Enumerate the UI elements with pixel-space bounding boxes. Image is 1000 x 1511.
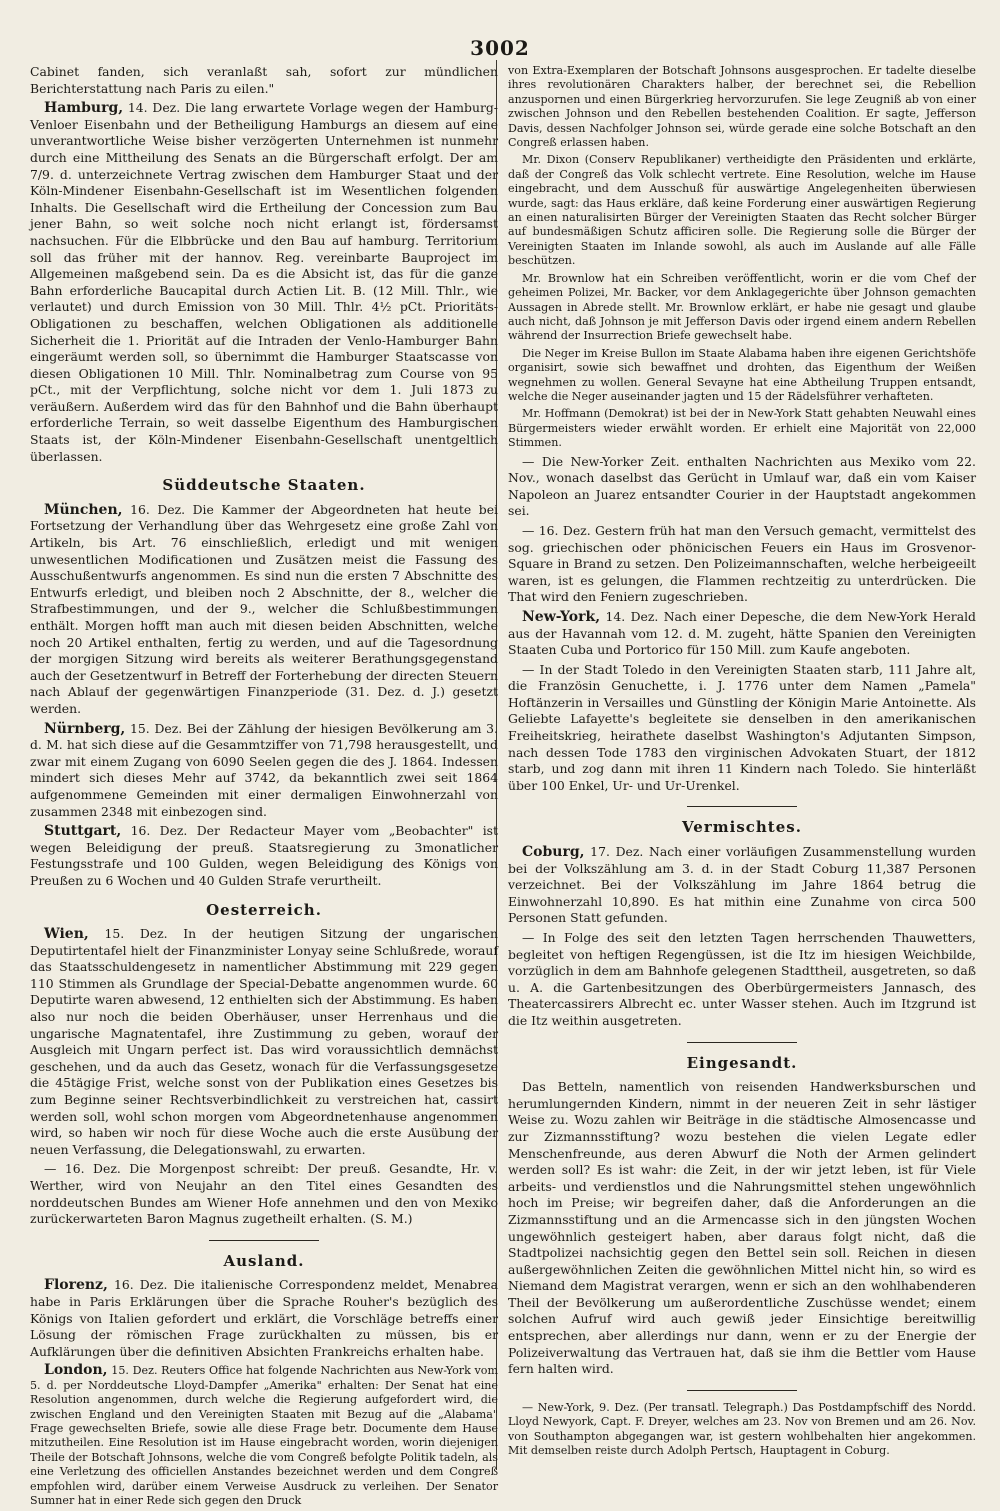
article-coburg — [508, 844, 976, 927]
section-heading: Vermischtes. — [682, 818, 802, 837]
article-london — [30, 1363, 498, 1508]
article-muenchen — [30, 502, 498, 718]
article-paragraph: von Extra-Exemplaren der Botschaft Johnsons ausgesprochen. Er tadelte dieselbe ihres revolutionären Charakters halber, der berechnet sei, die Rebellion anzuspornen und einen Bürgerkrieg hervorzurufen. Sie lege Zeugniß ab von einer zwischen Johnson und den Rebellen bestehenden Coalition. Er sagte, Jefferson Davis, dessen Nachfolger Johnson sei, würde gerade eine solche Botschaft an den Congreß erlassen haben. — [508, 64, 976, 150]
article-paragraph: Cabinet fanden, sich veranlaßt sah, sofort zur mündlichen Berichterstattung nach Paris zu eilen." — [30, 64, 498, 96]
section-heading: Oesterreich. — [206, 900, 322, 919]
dateline: London, — [44, 1362, 108, 1379]
article-text: 14. Dez. Die lang erwartete Vorlage wegen der Hamburg-Venloer Eisenbahn und der Betheiligung Hamburgs an diesem auf eine unverantwortliche Weise bisher verzögerten Unternehmen ist nunmehr durch eine Mittheilung des Senats an die Bürgerschaft erfolgt. Der am 7/9. d. unterzeichnete Vertrag zwischen dem Hamburger Staat und der Köln-Mindener Eisenbahn-Gesellschaft ist im Wesentlichen folgenden Inhalts. Die Gesellschaft wird die Ertheilung der Concession zum Bau jener Bahn, so weit solche noch nicht erlangt ist, fördersamst nachsuchen. Für die Elbbrücke und den Bau auf hamburg. Territorium soll das früher mit der hannov. Reg. vereinbarte Bauproject im Allgemeinen maßgebend sein. Da es die Absicht ist, das für die ganze Bahn erforderliche Baucapital durch Actien Lit. B. (12 Mill. Thlr., wie verlautet) und durch Emission von 30 Mill. Thlr. 4½ pCt. Prioritäts-Obligationen zu beschaffen, welchen Obligationen als additionelle Sicherheit die 1. Priorität auf die Intraden der Venlo-Hamburger Bahn eingeräumt werden soll, so übernimmt die Hamburger Staatscasse von diesen Obligationen 10 Mill. Thlr. Nominalbetrag zum Course von 95 pCt., mit der Verpflichtung, solche nicht vor dem 1. Juli 1873 zu veräußern. Außerdem wird das für den Bahnhof und die Bahn überhaupt erforderliche Terrain, so weit dasselbe Eigenthum des Hamburgischen Staats ist, der Köln-Mindener Eisenbahn-Gesellschaft unentgeltlich überlassen. — [30, 100, 498, 464]
dateline: Coburg, — [522, 844, 585, 861]
article-paragraph: — New-York, 9. Dez. (Per transatl. Telegraph.) Das Postdampfschiff des Nordd. Lloyd Newyork, Capt. F. Dreyer, welches am 23. Nov von Bremen und am 26. Nov. von Southampton abgegangen war, ist gestern wohlbehalten hier angekommen. Mit demselben reiste durch Adolph Pertsch, Hauptagent in Coburg. — [508, 1400, 976, 1458]
dateline: Stuttgart, — [44, 823, 122, 840]
section-heading: Ausland. — [223, 1251, 305, 1270]
section-rule — [209, 1240, 319, 1241]
article-text: 15. Dez. In der heutigen Sitzung der ungarischen Deputirtentafel hielt der Finanzminister Lonyay seine Schlußrede, worauf das Staatsschuldengesetz in namentlicher Abstimmung mit 229 gegen 110 Stimmen als Grundlage der Special-Debatte angenommen wurde. 60 Deputirte waren abwesend, 12 enthielten sich der Abstimmung. Es haben also nur noch die beiden Oberhäuser, unser Herrenhaus und die ungarische Magnatentafel, ihre Zustimmung zu geben, worauf der Ausgleich mit Ungarn perfect ist. Das wird voraussichtlich demnächst geschehen, und da auch das Gesetz, wonach für die Verfassungsgesetze die 45tägige Frist, welche sonst von der Publikation eines Gesetzes bis zum Beginne seiner Rechtsverbindlichkeit zu verstreichen hat, cassirt werden soll, wohl schon morgen vom Abgeordnetenhause angenommen wird, so haben wir noch für diese Woche auch die erste Ausübung der neuen Verfassung, die Delegationswahl, zu erwarten. — [30, 926, 498, 1157]
section-rule — [687, 1390, 797, 1391]
article-paragraph: — In der Stadt Toledo in den Vereinigten Staaten starb, 111 Jahre alt, die Französin Genuchette, i. J. 1776 unter dem Namen „Pamela" Hoftänzerin in Versailles und Günstling der Königin Marie Antoinette. Als Geliebte Lafayette's begleitete sie denselben in den amerikanischen Freiheitskrieg, heirathete daselbst Washington's Adjutanten Simpson, nach dessen Tode 1783 den virginischen Advokaten Stuart, der 1812 starb, und zog dann mit ihren 11 Kindern nach Toledo. Sie hinterläßt über 100 Enkel, Ur- und Ur-Urenkel. — [508, 661, 976, 793]
section-rule — [687, 806, 797, 807]
article-paragraph: Mr. Hoffmann (Demokrat) ist bei der in New-York Statt gehabten Neuwahl eines Bürgermeisters wieder erwählt worden. Er erhielt eine Majorität von 22,000 Stimmen. — [508, 407, 976, 450]
article-paragraph: Das Betteln, namentlich von reisenden Handwerksburschen und herumlungernden Kindern, nimmt in der neueren Zeit in sehr lästiger Weise zu. Wozu zahlen wir Beiträge in die städtische Almosencasse und zur Zizmannsstiftung? wozu bestehen die vielen Legate edler Menschenfreunde, aus deren Abwurf die Noth der Armen gelindert werden soll? Es ist wahr: die Zeit, in der wir jetzt leben, ist für Viele arbeits- und verdienstlos und die Nahrungsmittel stehen ungewöhnlich hoch im Preise; wir begreifen daher, daß die Anforderungen an die Zizmannsstiftung und an die Armencasse sich in den jüngsten Wochen ungewöhnlich gesteigert haben, aber daraus folgt nicht, daß die Stadtpolizei nachsichtig gegen den Bettel sein soll. Reichen in diesen außergewöhnlichen Zeiten die gewöhnlichen Mittel nicht hin, so wird es Niemand dem Magistrat verargen, wenn er sich an den wohlhabenderen Theil der Bevölkerung um außerordentliche Zuschüsse wendet; einem solchen Aufruf wird auch gewiß jeder Einsichtige bereitwillig entsprechen, aber allerdings nur dann, wenn er zu der Energie der Polizeiverwaltung das Vertrauen hat, daß sie ihm die Bettler vom Hause fern halten wird. — [508, 1079, 976, 1377]
left-column — [30, 64, 498, 1511]
article-text: 15. Dez. Reuters Office hat folgende Nachrichten aus New-York vom 5. d. per Norddeutsche Lloyd-Dampfer „Amerika" erhalten: Der Senat hat eine Resolution angenommen, durch welche die Regierung aufgefordert wird, die zwischen England und den Vereinigten Staaten mit Bezug auf die „Alabama" Frage gewechselten Briefe, sowie alle diese Frage betr. Documente dem Hause mitzutheilen. Eine Resolution ist im Hause eingebracht worden, worin diejenigen Theile der Botschaft Johnsons, welche die vom Congreß befolgte Politik tadeln, als eine Verletzung des officiellen Anstandes bezeichnet werden und dem Congreß empfohlen wird, darüber einem Verweise Ausdruck zu verleihen. Der Senator Sumner hat in einer Rede sich gegen den Druck — [30, 1364, 498, 1507]
article-florenz — [30, 1277, 498, 1360]
section-rule — [687, 1042, 797, 1043]
article-wien — [30, 926, 498, 1158]
article-hamburg — [30, 100, 498, 465]
article-nuernberg — [30, 721, 498, 821]
article-paragraph: Mr. Dixon (Conserv Republikaner) vertheidigte den Präsidenten und erklärte, daß der Congreß das Volk schlecht vertrete. Eine Resolution, welche im Hause eingebracht, und dem Ausschuß für auswärtige Angelegenheiten überwiesen wurde, sagt: das Haus erkläre, daß keine Forderung einer auswärtigen Regierung an einen naturalisirten Bürger der Vereinigten Staaten das Recht solcher Bürger auf bundesmäßigen Schutz afficiren solle. Die Regierung solle die Bürger der Vereinigten Staaten im Inlande sowohl, als auch im Auslande auf alle Fälle beschützen. — [508, 153, 976, 268]
article-text: 16. Dez. Die italienische Correspondenz meldet, Menabrea habe in Paris Erklärungen über die Sprache Rouher's bezüglich des Königs von Italien gefordert und erklärt, die Vorschläge betreffs einer Lösung der römischen Frage zurückhalten zu müssen, bis er Aufklärungen über die definitiven Absichten Frankreichs erhalten habe. — [30, 1277, 498, 1359]
article-paragraph: — Die New-Yorker Zeit. enthalten Nachrichten aus Mexiko vom 22. Nov., wonach daselbst das Gerücht in Umlauf war, daß ein vom Kaiser Napoleon an Juarez entsandter Courier in der Hauptstadt angekommen sei. — [508, 453, 976, 519]
article-paragraph: — In Folge des seit den letzten Tagen herrschenden Thauwetters, begleitet von heftigen Regengüssen, ist die Itz im hiesigen Weichbilde, vorzüglich in dem am Bahnhofe gelegenen Stadttheil, ausgetreten, so daß u. A. die Gartenbesitzungen des Oberbürgermeisters Jannasch, des Theatercassirers Albrecht ec. unter Wasser stehen. Auch im Itzgrund ist die Itz weithin ausgetreten. — [508, 930, 976, 1028]
dateline: New-York, — [522, 608, 601, 625]
article-stuttgart — [30, 823, 498, 889]
dateline: München, — [44, 501, 123, 518]
dateline: Nürnberg, — [44, 720, 126, 737]
article-text: 16. Dez. Der Redacteur Mayer vom „Beobachter" ist wegen Beleidigung der preuß. Staatsregierung zu 3monatlicher Festungsstrafe und 100 Gulden, wegen Beleidigung des Königs von Preußen zu 6 Wochen und 40 Gulden Strafe verurtheilt. — [30, 823, 498, 888]
article-paragraph: — 16. Dez. Die Morgenpost schreibt: Der preuß. Gesandte, Hr. v. Werther, wird von Neujahr an den Titel eines Gesandten des norddeutschen Bundes am Wiener Hofe annehmen und den von Mexiko zurückerwarteten Baron Magnus zugetheilt erhalten. (S. M.) — [30, 1161, 498, 1227]
dateline: Hamburg, — [44, 100, 124, 117]
article-text: 14. Dez. Nach einer Depesche, die dem New-York Herald aus der Havannah vom 12. d. M. zugeht, hätte Spanien den Vereinigten Staaten Cuba und Portorico für 150 Mill. zum Kaufe angeboten. — [508, 608, 976, 658]
article-paragraph: Die Neger im Kreise Bullon im Staate Alabama haben ihre eigenen Gerichtshöfe organisirt, sowie sich bewaffnet und drohten, das Eigenthum der Weißen wegnehmen zu wollen. General Sevayne hat eine Abtheilung Truppen entsandt, welche die Neger auseinander jagten und 15 der Rädelsführer verhafteten. — [508, 346, 976, 403]
article-text: 15. Dez. Bei der Zählung der hiesigen Bevölkerung am 3. d. M. hat sich diese auf die Gesammtziffer von 71,798 herausgestellt, und zwar mit einem Zugang von 6090 Seelen gegen die des J. 1864. Indessen mindert sich dieses Mehr auf 3742, da bekanntlich zwei seit 1864 aufgenommene Gemeinden mit einer dermaligen Einwohnerzahl von zusammen 2348 mit einbezogen sind. — [30, 720, 498, 819]
section-heading: Süddeutsche Staaten. — [162, 476, 366, 495]
article-newyork — [508, 609, 976, 659]
article-text: 17. Dez. Nach einer vorläufigen Zusammenstellung wurden bei der Volkszählung am 3. d. in der Stadt Coburg 11,387 Personen verzeichnet. Bei der Volkszählung im Jahre 1864 betrug die Einwohnerzahl 10,890. Es hat mithin eine Zunahme von circa 500 Personen Statt gefunden. — [508, 844, 976, 926]
article-paragraph: — 16. Dez. Gestern früh hat man den Versuch gemacht, vermittelst des sog. griechischen oder phönicischen Feuers ein Haus im Grosvenor-Square in Brand zu setzen. Den Polizeimannschaften, welche herbeigeeilt waren, ist es gelungen, die Flammen rechtzeitig zu unterdrücken. Die That wird den Feniern zugeschrieben. — [508, 522, 976, 605]
dateline: Wien, — [44, 926, 89, 943]
article-paragraph: Mr. Brownlow hat ein Schreiben veröffentlicht, worin er die vom Chef der geheimen Polizei, Mr. Backer, vor dem Anklagegerichte über Johnson gemachten Aussagen in Abrede stellt. Mr. Brownlow erklärt, er habe nie gesagt und glaube auch nicht, daß Johnson je mit Jefferson Davis oder irgend einem andern Rebellen während der Insurrection Briefe gewechselt habe. — [508, 271, 976, 343]
section-heading: Eingesandt. — [686, 1053, 798, 1072]
article-text: 16. Dez. Die Kammer der Abgeordneten hat heute bei Fortsetzung der Verhandlung über das Wehrgesetz eine große Zahl von Artikeln, bis Art. 76 einschließlich, erledigt und mit wenigen unwesentlichen Modificationen und Zusätzen meist die Fassung des Ausschußentwurfs angenommen. Es sind nun die ersten 7 Abschnitte des Entwurfs erledigt, und bleiben noch 2 Abschnitte, der 8., welcher die Strafbestimmungen, und der 9., welcher die Schlußbestimmungen enthält. Morgen hofft man auch mit diesen beiden Abschnitten, welche noch 20 Artikel enthalten, fertig zu werden, und auf die Tagesordnung der morgigen Sitzung wird bereits als weiterer Berathungsgegenstand auch der Gesetzentwurf in Betreff der Forterhebung der directen Steuern nach Ablauf der gegenwärtigen Finanzperiode (31. Dez. d. J.) gesetzt werden. — [30, 501, 498, 716]
dateline: Florenz, — [44, 1277, 108, 1294]
page-number: 3002 — [470, 36, 530, 60]
right-column — [508, 64, 976, 1461]
